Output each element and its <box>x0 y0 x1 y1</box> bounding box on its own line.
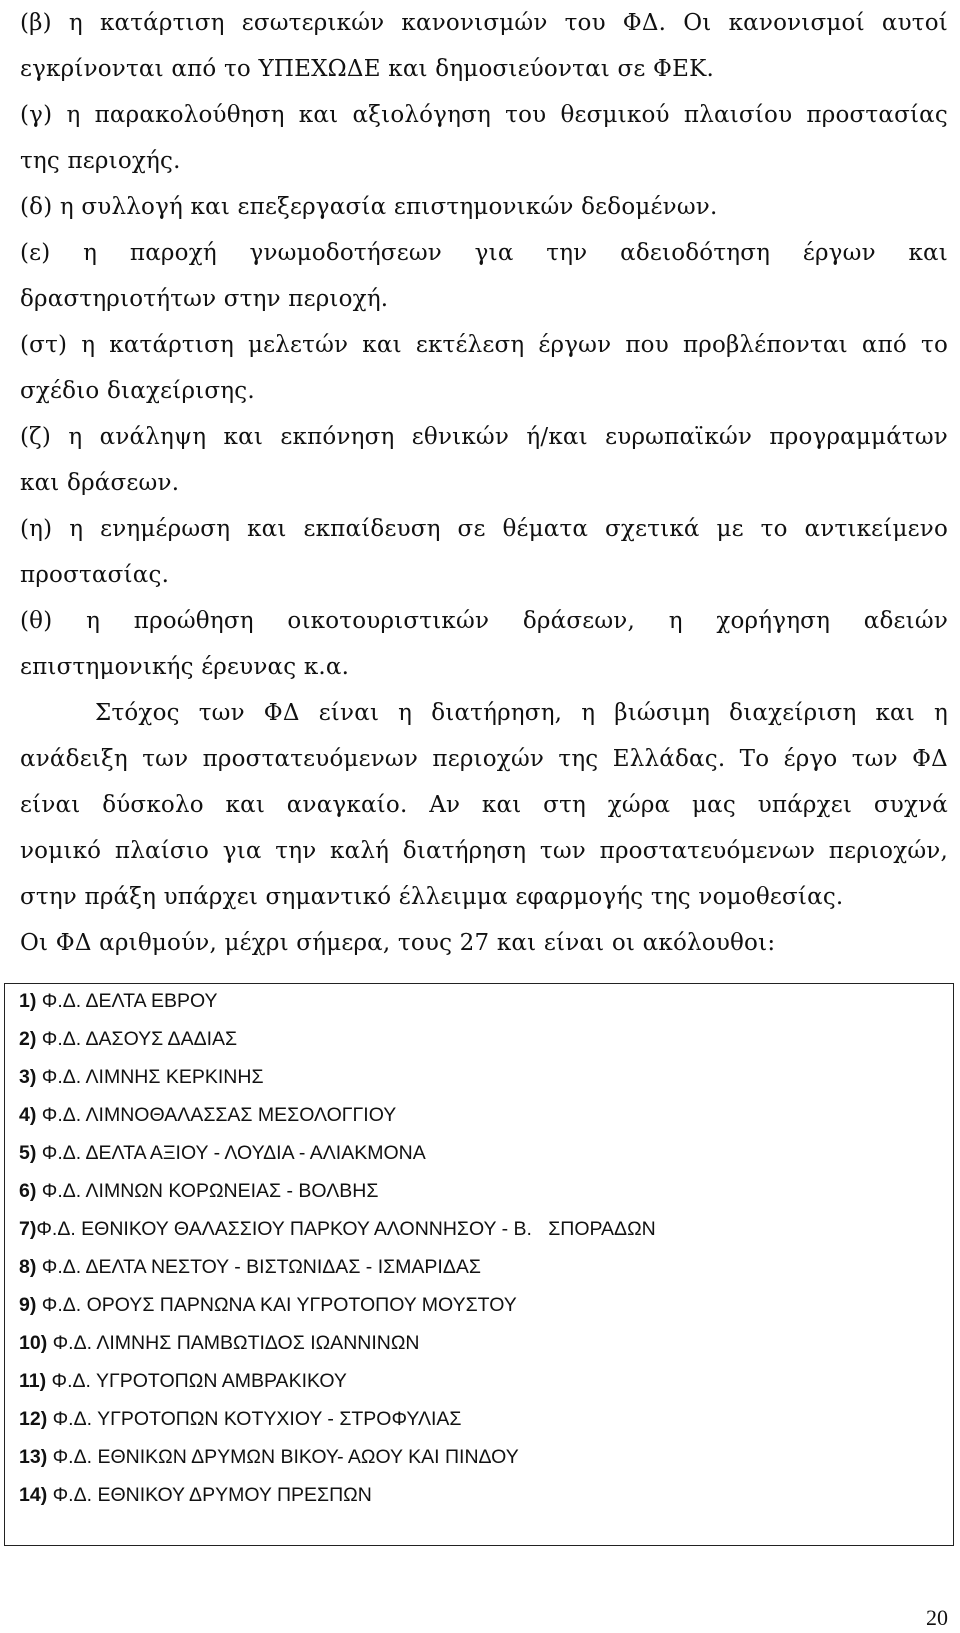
paragraph-line: στην πράξη υπάρχει σημαντικό έλλειμμα εφαρμογής της νομοθεσίας. <box>20 884 844 910</box>
paragraph-line: της περιοχής. <box>20 148 181 174</box>
paragraph-line: εγκρίνονται από το ΥΠΕΧΩΔΕ και δημοσιεύονται σε ΦΕΚ. <box>20 56 714 82</box>
paragraph-line: (ε) η παροχή γνωμοδοτήσεων για την αδειοδότηση έργων και <box>20 240 948 266</box>
list-item-text: Φ.Δ. ΛΙΜΝΟΘΑΛΑΣΣΑΣ ΜΕΣΟΛΟΓΓΙΟΥ <box>36 1104 397 1126</box>
body-text <box>20 0 948 966</box>
list-item <box>19 986 218 1016</box>
list-item <box>19 1480 372 1510</box>
list-item-number: 4) <box>19 1104 37 1126</box>
list-item-number: 8) <box>19 1256 37 1278</box>
paragraph-line: είναι δύσκολο και αναγκαίο. Αν και στη χώρα μας υπάρχει συχνά <box>20 792 948 818</box>
list-item-text: Φ.Δ. ΥΓΡΟΤΟΠΩΝ ΚΟΤΥΧΙΟΥ - ΣΤΡΟΦΥΛΙΑΣ <box>47 1408 462 1430</box>
paragraph-line: Στόχος των ΦΔ είναι η διατήρηση, η βιώσιμη διαχείριση και η <box>95 700 948 726</box>
paragraph-line: (η) η ενημέρωση και εκπαίδευση σε θέματα σχετικά με το αντικείμενο <box>20 516 948 542</box>
paragraph-line: (ζ) η ανάληψη και εκπόνηση εθνικών ή/και ευρωπαϊκών προγραμμάτων <box>20 424 948 450</box>
list-item <box>19 1404 461 1434</box>
list-item-text: Φ.Δ. ΔΕΛΤΑ ΕΒΡΟΥ <box>36 990 218 1012</box>
list-item-number: 12) <box>19 1408 48 1430</box>
management-bodies-list <box>4 983 954 1546</box>
list-item-text: Φ.Δ. ΕΘΝΙΚΟΥ ΘΑΛΑΣΣΙΟΥ ΠΑΡΚΟΥ ΑΛΟΝΝΗΣΟΥ - Β. ΣΠΟΡΑΔΩΝ <box>36 1218 656 1240</box>
list-item-text: Φ.Δ. ΕΘΝΙΚΟΥ ΔΡΥΜΟΥ ΠΡΕΣΠΩΝ <box>47 1484 372 1506</box>
list-item <box>19 1366 347 1396</box>
list-item-number: 1) <box>19 990 37 1012</box>
list-item-text: Φ.Δ. ΔΕΛΤΑ ΑΞΙΟΥ - ΛΟΥΔΙΑ - ΑΛΙΑΚΜΟΝΑ <box>36 1142 426 1164</box>
list-item-number: 14) <box>19 1484 48 1506</box>
paragraph-line: και δράσεων. <box>20 470 180 496</box>
paragraph-line: (β) η κατάρτιση εσωτερικών κανονισμών του ΦΔ. Οι κανονισμοί αυτοί <box>20 10 948 36</box>
page-number: 20 <box>926 1605 948 1630</box>
paragraph-line: Οι ΦΔ αριθμούν, μέχρι σήμερα, τους 27 και είναι οι ακόλουθοι: <box>20 930 776 956</box>
paragraph-line: (γ) η παρακολούθηση και αξιολόγηση του θεσμικού πλαισίου προστασίας <box>20 102 948 128</box>
list-item-text: Φ.Δ. ΔΕΛΤΑ ΝΕΣΤΟΥ - ΒΙΣΤΩΝΙΔΑΣ - ΙΣΜΑΡΙΔΑΣ <box>36 1256 481 1278</box>
list-item-text: Φ.Δ. ΟΡΟΥΣ ΠΑΡΝΩΝΑ ΚΑΙ ΥΓΡΟΤΟΠΟΥ ΜΟΥΣΤΟΥ <box>36 1294 517 1316</box>
list-item <box>19 1138 426 1168</box>
paragraph-line: προστασίας. <box>20 562 170 588</box>
paragraph-line: σχέδιο διαχείρισης. <box>20 378 255 404</box>
list-item-number: 10) <box>19 1332 48 1354</box>
paragraph-line: νομικό πλαίσιο για την καλή διατήρηση των προστατευόμενων περιοχών, <box>20 838 948 864</box>
list-item-number: 2) <box>19 1028 37 1050</box>
paragraph-line: ανάδειξη των προστατευόμενων περιοχών της Ελλάδας. Το έργο των ΦΔ <box>20 746 948 772</box>
list-item-text: Φ.Δ. ΛΙΜΝΗΣ ΚΕΡΚΙΝΗΣ <box>36 1066 264 1088</box>
paragraph-line: επιστημονικής έρευνας κ.α. <box>20 654 350 680</box>
list-item-text: Φ.Δ. ΥΓΡΟΤΟΠΩΝ ΑΜΒΡΑΚΙΚΟΥ <box>46 1370 347 1392</box>
list-item-number: 7) <box>19 1218 37 1240</box>
list-item <box>19 1176 378 1206</box>
list-item <box>19 1442 519 1472</box>
list-item-text: Φ.Δ. ΔΑΣΟΥΣ ΔΑΔΙΑΣ <box>36 1028 238 1050</box>
list-item-text: Φ.Δ. ΛΙΜΝΗΣ ΠΑΜΒΩΤΙΔΟΣ ΙΩΑΝΝΙΝΩΝ <box>47 1332 420 1354</box>
list-item-number: 9) <box>19 1294 37 1316</box>
list-item-number: 6) <box>19 1180 37 1202</box>
list-item-number: 5) <box>19 1142 37 1164</box>
list-item <box>19 1328 420 1358</box>
list-item-text: Φ.Δ. ΕΘΝΙΚΩΝ ΔΡΥΜΩΝ ΒΙΚΟΥ- ΑΩΟΥ ΚΑΙ ΠΙΝΔΟΥ <box>47 1446 519 1468</box>
paragraph-line: (στ) η κατάρτιση μελετών και εκτέλεση έργων που προβλέπονται από το <box>20 332 948 358</box>
list-item-number: 3) <box>19 1066 37 1088</box>
list-item-number: 13) <box>19 1446 48 1468</box>
list-item <box>19 1024 237 1054</box>
paragraph-line: (δ) η συλλογή και επεξεργασία επιστημονικών δεδομένων. <box>20 194 718 220</box>
paragraph-line: δραστηριοτήτων στην περιοχή. <box>20 286 389 312</box>
list-item <box>19 1100 396 1130</box>
list-item <box>19 1252 481 1282</box>
paragraph-line: (θ) η προώθηση οικοτουριστικών δράσεων, η χορήγηση αδειών <box>20 608 948 634</box>
list-item <box>19 1214 656 1244</box>
list-item <box>19 1062 264 1092</box>
list-item-number: 11) <box>19 1370 47 1392</box>
list-item <box>19 1290 517 1320</box>
list-item-text: Φ.Δ. ΛΙΜΝΩΝ ΚΟΡΩΝΕΙΑΣ - ΒΟΛΒΗΣ <box>36 1180 379 1202</box>
